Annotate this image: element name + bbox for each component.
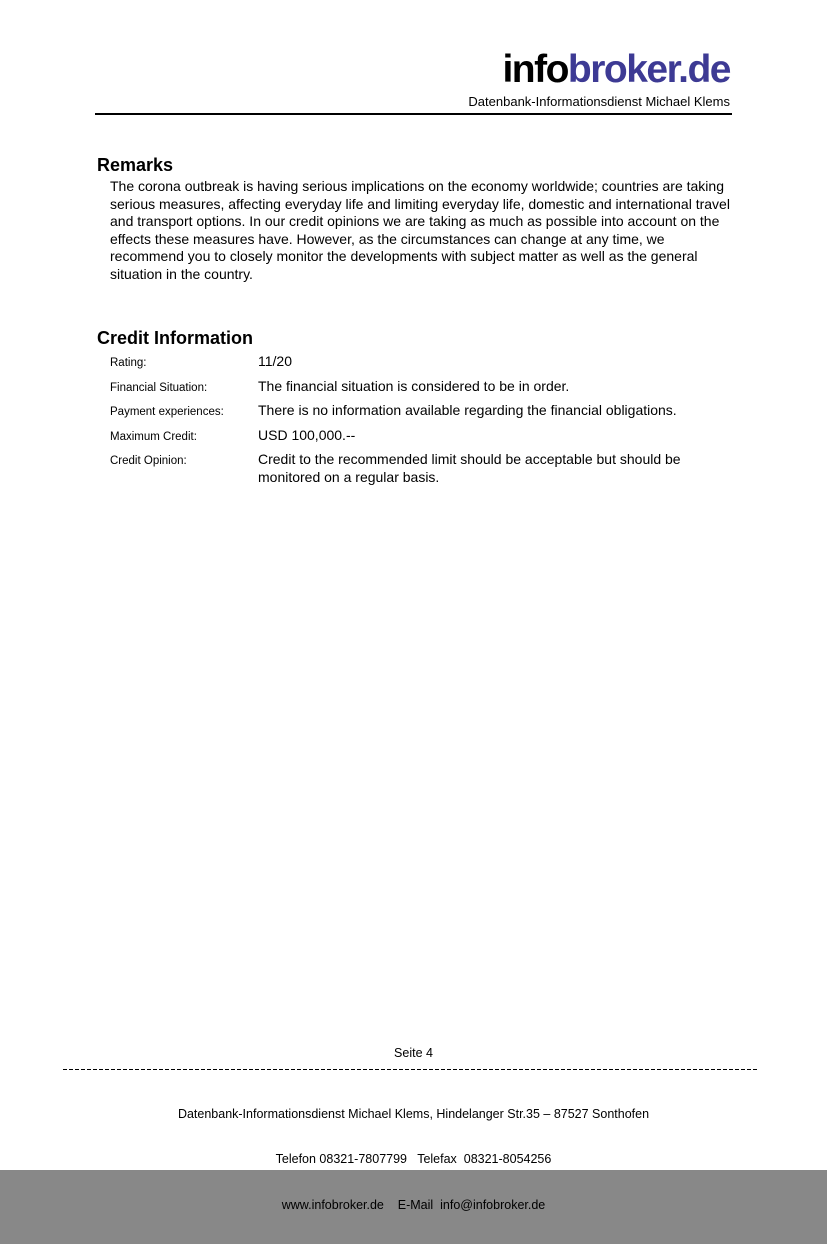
credit-information-section-title: Credit Information (97, 328, 253, 348)
logo-text-info: info (502, 48, 568, 91)
footer (0, 1076, 827, 1244)
credit-row-label: Payment experiences: (110, 406, 224, 418)
credit-information-table (110, 353, 735, 491)
credit-row-label: Maximum Credit: (110, 430, 197, 443)
page-number: Seite 4 (394, 1046, 433, 1060)
credit-row-value: 11/20 (258, 353, 292, 369)
credit-row-value: The financial situation is considered to be in order. (258, 377, 570, 394)
footer-address-line: Datenbank-Informationsdienst Michael Klems, Hindelanger Str.35 – 87527 Sonthofen (177, 1106, 650, 1121)
footer-phone-line: Telefon 08321-7807799 Telefax 08321-8054256 (275, 1152, 552, 1167)
credit-row-label: Credit Opinion: (110, 455, 187, 467)
header-tagline: Datenbank-Informationsdienst Michael Klems (468, 94, 730, 109)
header (468, 50, 730, 110)
remarks-paragraph: The corona outbreak is having serious implications on the economy worldwide; countries are taking serious measures, affecting everyday life and limiting everyday life, domestic and international travel and transport options. In our credit opinions we are taking as much as possible into account on the effects these measures have. However, as the circumstances can change at any time, we recommend you to closely monitor the developments with subject matter as well as the general situation in the country. (110, 178, 730, 282)
credit-row-value: Credit to the recommended limit should be acceptable but should be monitored on a regular basis. (258, 451, 681, 485)
infobroker-logo (468, 50, 730, 89)
footer-dashed-divider (63, 1069, 757, 1070)
credit-row-label: Financial Situation: (110, 381, 208, 394)
credit-row-financial-situation (110, 378, 735, 398)
footer-web-line: www.infobroker.de E-Mail info@infobroker.de (281, 1198, 546, 1213)
credit-row-value: USD 100,000.-- (258, 426, 356, 443)
logo-text-broker-de: broker.de (567, 48, 730, 91)
remarks-section-title: Remarks (97, 155, 174, 175)
credit-row-credit-opinion (110, 451, 735, 486)
header-divider-line (95, 113, 732, 115)
credit-row-value: There is no information available regarding the financial obligations. (258, 402, 677, 418)
credit-row-label: Rating: (110, 357, 147, 369)
credit-row-payment-experiences (110, 402, 735, 422)
credit-row-rating (110, 353, 735, 373)
credit-row-maximum-credit (110, 427, 735, 447)
